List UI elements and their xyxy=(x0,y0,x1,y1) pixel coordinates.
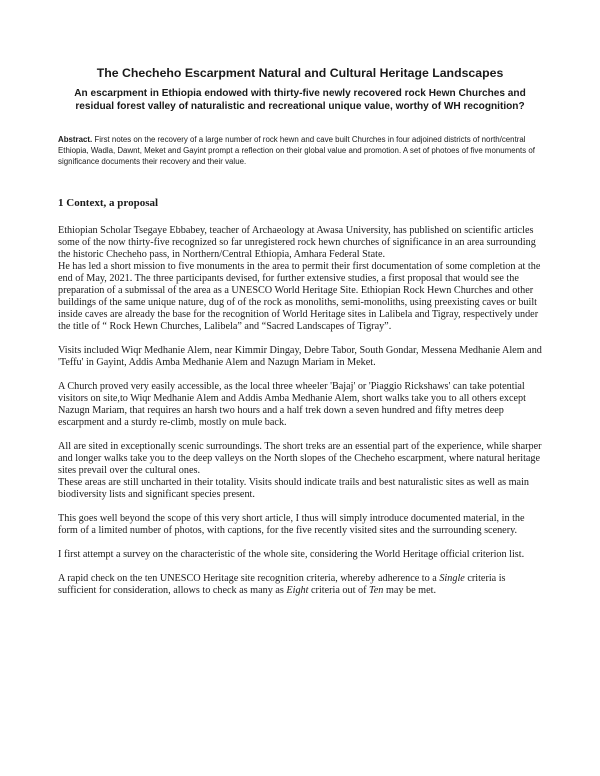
paragraph-9 xyxy=(58,573,542,597)
paper-title: The Checheho Escarpment Natural and Cultural Heritage Landscapes xyxy=(96,66,504,80)
paragraph-1: Ethiopian Scholar Tsegaye Ebbabey, teacher of Archaeology at Awasa University, has published on scientific articles some of the now thirty-five recognized so far unregistered rock hewn churches of significance in an area surrounding the historic Checheho pass, in Northern/Central Ethiopia, Amhara Federal State. xyxy=(58,225,536,260)
paragraph-7: This goes well beyond the scope of this very short article, I thus will simply introduce documented material, in the form of a limited number of photos, with captions, for the five recently visited sites and the surrounding scenery. xyxy=(58,513,525,536)
paragraph-4: A Church proved very easily accessible, as the local three wheeler 'Bajaj' or 'Piaggio Rickshaws' can take potential visitors on site,to Wiqr Medhanie Alem and Addis Amba Medhanie Alem, short walks take you to all others except Nazugn Mariam, that requires an harsh two hours and a half trek down a seven hundred and fifty metres deep escarpment and a sturdy re-climb, mostly on mule back. xyxy=(58,381,526,428)
paragraph-3: Visits included Wiqr Medhanie Alem, near Kimmir Dingay, Debre Tabor, South Gondar, Messena Medhanie Alem and 'Teffu' in Gayint, Addis Amba Medhanie Alem and Nazugn Mariam in Meket. xyxy=(58,345,542,368)
paragraph-9-part-a: A rapid check on the ten UNESCO Heritage site recognition criteria, whereby adherence to a xyxy=(58,573,440,584)
paper-subtitle: An escarpment in Ethiopia endowed with thirty-five newly recovered rock Hewn Churches and residual forest valley of naturalistic and recreational unique value, worthy of WH recognition? xyxy=(74,88,526,112)
paragraph-9-part-g: may be met. xyxy=(383,585,437,596)
paragraph-2: He has led a short mission to five monuments in the area to permit their first documentation of some completion at the end of May, 2021. The three participants devised, for further extensive studies, a first proposal that would see the preparation of a submissal of the area as a UNESCO World Heritage Site. Ethiopian Rock Hewn Churches and other buildings of the same unique nature, dug of of the rock as monoliths, semi-monoliths, using preexisting caves or built inside caves are already the base for the recognition of World Heritage sites in Lalibela and Tigray, respectively under the title of “ Rock Hewn Churches, Lalibela” and “Sacred Landscapes of Tigray”. xyxy=(58,261,541,332)
paragraph-9-part-c: criteria is sufficient for consideration, allows to check as many as xyxy=(58,573,506,596)
paragraph-6: These areas are still uncharted in their totality. Visits should indicate trails and best naturalistic sites as well as main biodiversity lists and significant species present. xyxy=(58,477,530,500)
section-heading: 1 Context, a proposal xyxy=(58,197,159,209)
paragraph-9-eight: Eight xyxy=(286,585,309,596)
paragraph-5: All are sited in exceptionally scenic surroundings. The short treks are an essential part of the experience, while sharper and longer walks take you to the deep valleys on the North slopes of the Checheho escarpment, where natural heritage sites prevail over the cultural ones. xyxy=(58,441,542,476)
paragraph-9-single: Single xyxy=(439,573,465,584)
paragraph-9-part-e: criteria out of xyxy=(308,585,370,596)
paragraph-8: I first attempt a survey on the characteristic of the whole site, considering the World Heritage official criterion list. xyxy=(58,549,525,560)
paragraph-9-ten: Ten xyxy=(369,585,384,596)
abstract xyxy=(58,134,542,167)
abstract-label: Abstract. xyxy=(58,135,93,144)
abstract-text: First notes on the recovery of a large number of rock hewn and cave built Churches in four adjoined districts of north/central Ethiopia, Wadla, Dawnt, Meket and Gayint prompt a reflection on their global value and promotion. A set of photoes of five monuments of significance documents their recovery and their value. xyxy=(58,135,535,166)
